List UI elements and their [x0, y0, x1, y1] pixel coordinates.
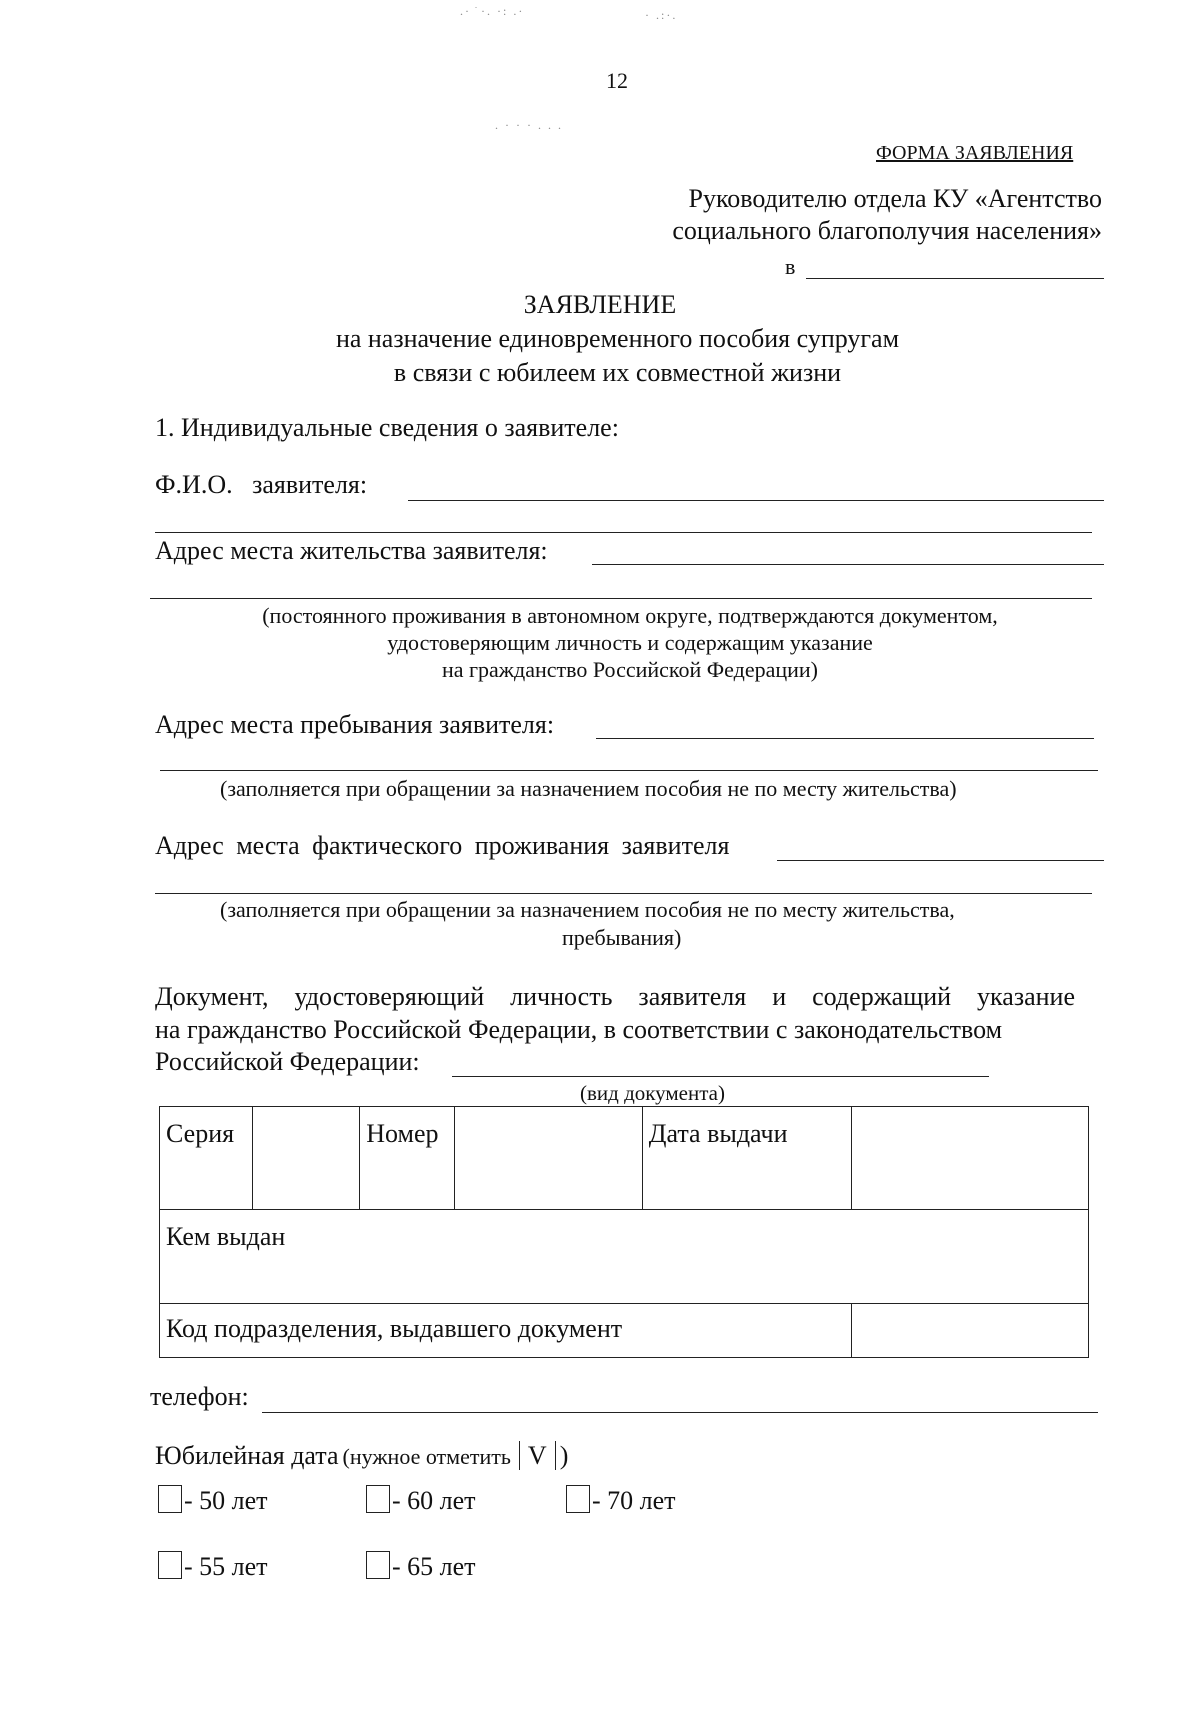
option-60[interactable]: [366, 1485, 476, 1516]
document-title: ЗАЯВЛЕНИЕ: [523, 290, 677, 319]
option-70-label: - 70 лет: [592, 1486, 676, 1515]
checkbox-65[interactable]: [366, 1551, 390, 1579]
page-number: 12: [606, 68, 628, 93]
option-60-label: - 60 лет: [392, 1486, 476, 1515]
doc-text-3: Российской Федерации:: [155, 1047, 420, 1076]
addressee-prefix: в: [785, 254, 796, 279]
actual-note-1: (заполняется при обращении за назначением пособия не по месту жительства,: [220, 897, 955, 922]
division-code-label: Код подразделения, выдавшего документ: [160, 1304, 852, 1358]
doc-text-1: Документ, удостоверяющий личность заявителя и содержащий указание: [155, 982, 1075, 1011]
series-label: Серия: [160, 1107, 253, 1210]
checkbox-70[interactable]: [566, 1485, 590, 1513]
residence-note-1: (постоянного проживания в автономном округе, подтверждаются документом,: [262, 603, 998, 628]
addressee-field[interactable]: [806, 278, 1104, 279]
option-50[interactable]: [158, 1485, 268, 1516]
residence-note-2: удостоверяющим личность и содержащим указание: [387, 630, 873, 655]
addressee-line1: Руководителю отдела КУ «Агентство: [688, 184, 1102, 213]
residence-label: Адрес места жительства заявителя:: [155, 536, 548, 565]
section-heading: 1. Индивидуальные сведения о заявителе:: [155, 413, 619, 442]
stay-field[interactable]: [596, 738, 1094, 739]
residence-note-3: на гражданство Российской Федерации): [441, 657, 819, 682]
phone-label: телефон:: [150, 1382, 249, 1411]
checkbox-50[interactable]: [158, 1485, 182, 1513]
division-code-value-cell[interactable]: [852, 1304, 1089, 1358]
doc-type-field[interactable]: [452, 1076, 989, 1077]
actual-label: Адрес места фактического проживания заявителя: [155, 831, 730, 860]
actual-field-continued[interactable]: [155, 893, 1092, 894]
option-50-label: - 50 лет: [184, 1486, 268, 1515]
scan-noise: . · · · . . .: [495, 118, 563, 132]
number-label: Номер: [360, 1107, 454, 1210]
jubilee-hint: (нужное отметить: [342, 1444, 511, 1469]
issue-date-value-cell[interactable]: [852, 1107, 1089, 1210]
option-55[interactable]: [158, 1551, 268, 1582]
document-subtitle-2: в связи с юбилеем их совместной жизни: [393, 358, 842, 387]
jubilee-label: Юбилейная дата: [155, 1441, 339, 1470]
issued-by-cell[interactable]: Кем выдан: [160, 1210, 1089, 1304]
option-55-label: - 55 лет: [184, 1552, 268, 1581]
actual-note-2: пребывания): [562, 925, 682, 950]
stay-note: (заполняется при обращении за назначением пособия не по месту жительства): [220, 776, 957, 801]
doc-text-2: на гражданство Российской Федерации, в соответствии с законодательством: [155, 1015, 1003, 1044]
actual-field[interactable]: [777, 860, 1104, 861]
addressee-line2: социального благополучия населения»: [672, 216, 1102, 245]
phone-field[interactable]: [262, 1412, 1098, 1413]
document-table: [159, 1106, 1089, 1358]
jubilee-header: [155, 1441, 568, 1471]
residence-field[interactable]: [592, 564, 1104, 565]
fio-field[interactable]: [408, 500, 1104, 501]
jubilee-hint-mark: V: [519, 1441, 556, 1470]
option-65[interactable]: [366, 1551, 476, 1582]
checkbox-60[interactable]: [366, 1485, 390, 1513]
series-value-cell[interactable]: [253, 1107, 360, 1210]
number-value-cell[interactable]: [454, 1107, 642, 1210]
checkbox-55[interactable]: [158, 1551, 182, 1579]
issue-date-label: Дата выдачи: [642, 1107, 852, 1210]
form-label: ФОРМА ЗАЯВЛЕНИЯ: [876, 142, 1074, 164]
doc-type-caption: (вид документа): [580, 1081, 725, 1105]
fio-field-continued[interactable]: [155, 532, 1092, 533]
stay-field-continued[interactable]: [160, 770, 1098, 771]
residence-field-continued[interactable]: [150, 598, 1092, 599]
jubilee-hint-close: ): [559, 1441, 569, 1470]
document-subtitle-1: на назначение единовременного пособия супругам: [335, 324, 900, 353]
scan-noise: · .:·.: [645, 8, 678, 22]
fio-label: Ф.И.О. заявителя:: [155, 470, 368, 499]
option-70[interactable]: [566, 1485, 676, 1516]
scan-noise: .· ͘ ·. ·: .·: [460, 4, 525, 18]
option-65-label: - 65 лет: [392, 1552, 476, 1581]
stay-label: Адрес места пребывания заявителя:: [155, 710, 555, 739]
